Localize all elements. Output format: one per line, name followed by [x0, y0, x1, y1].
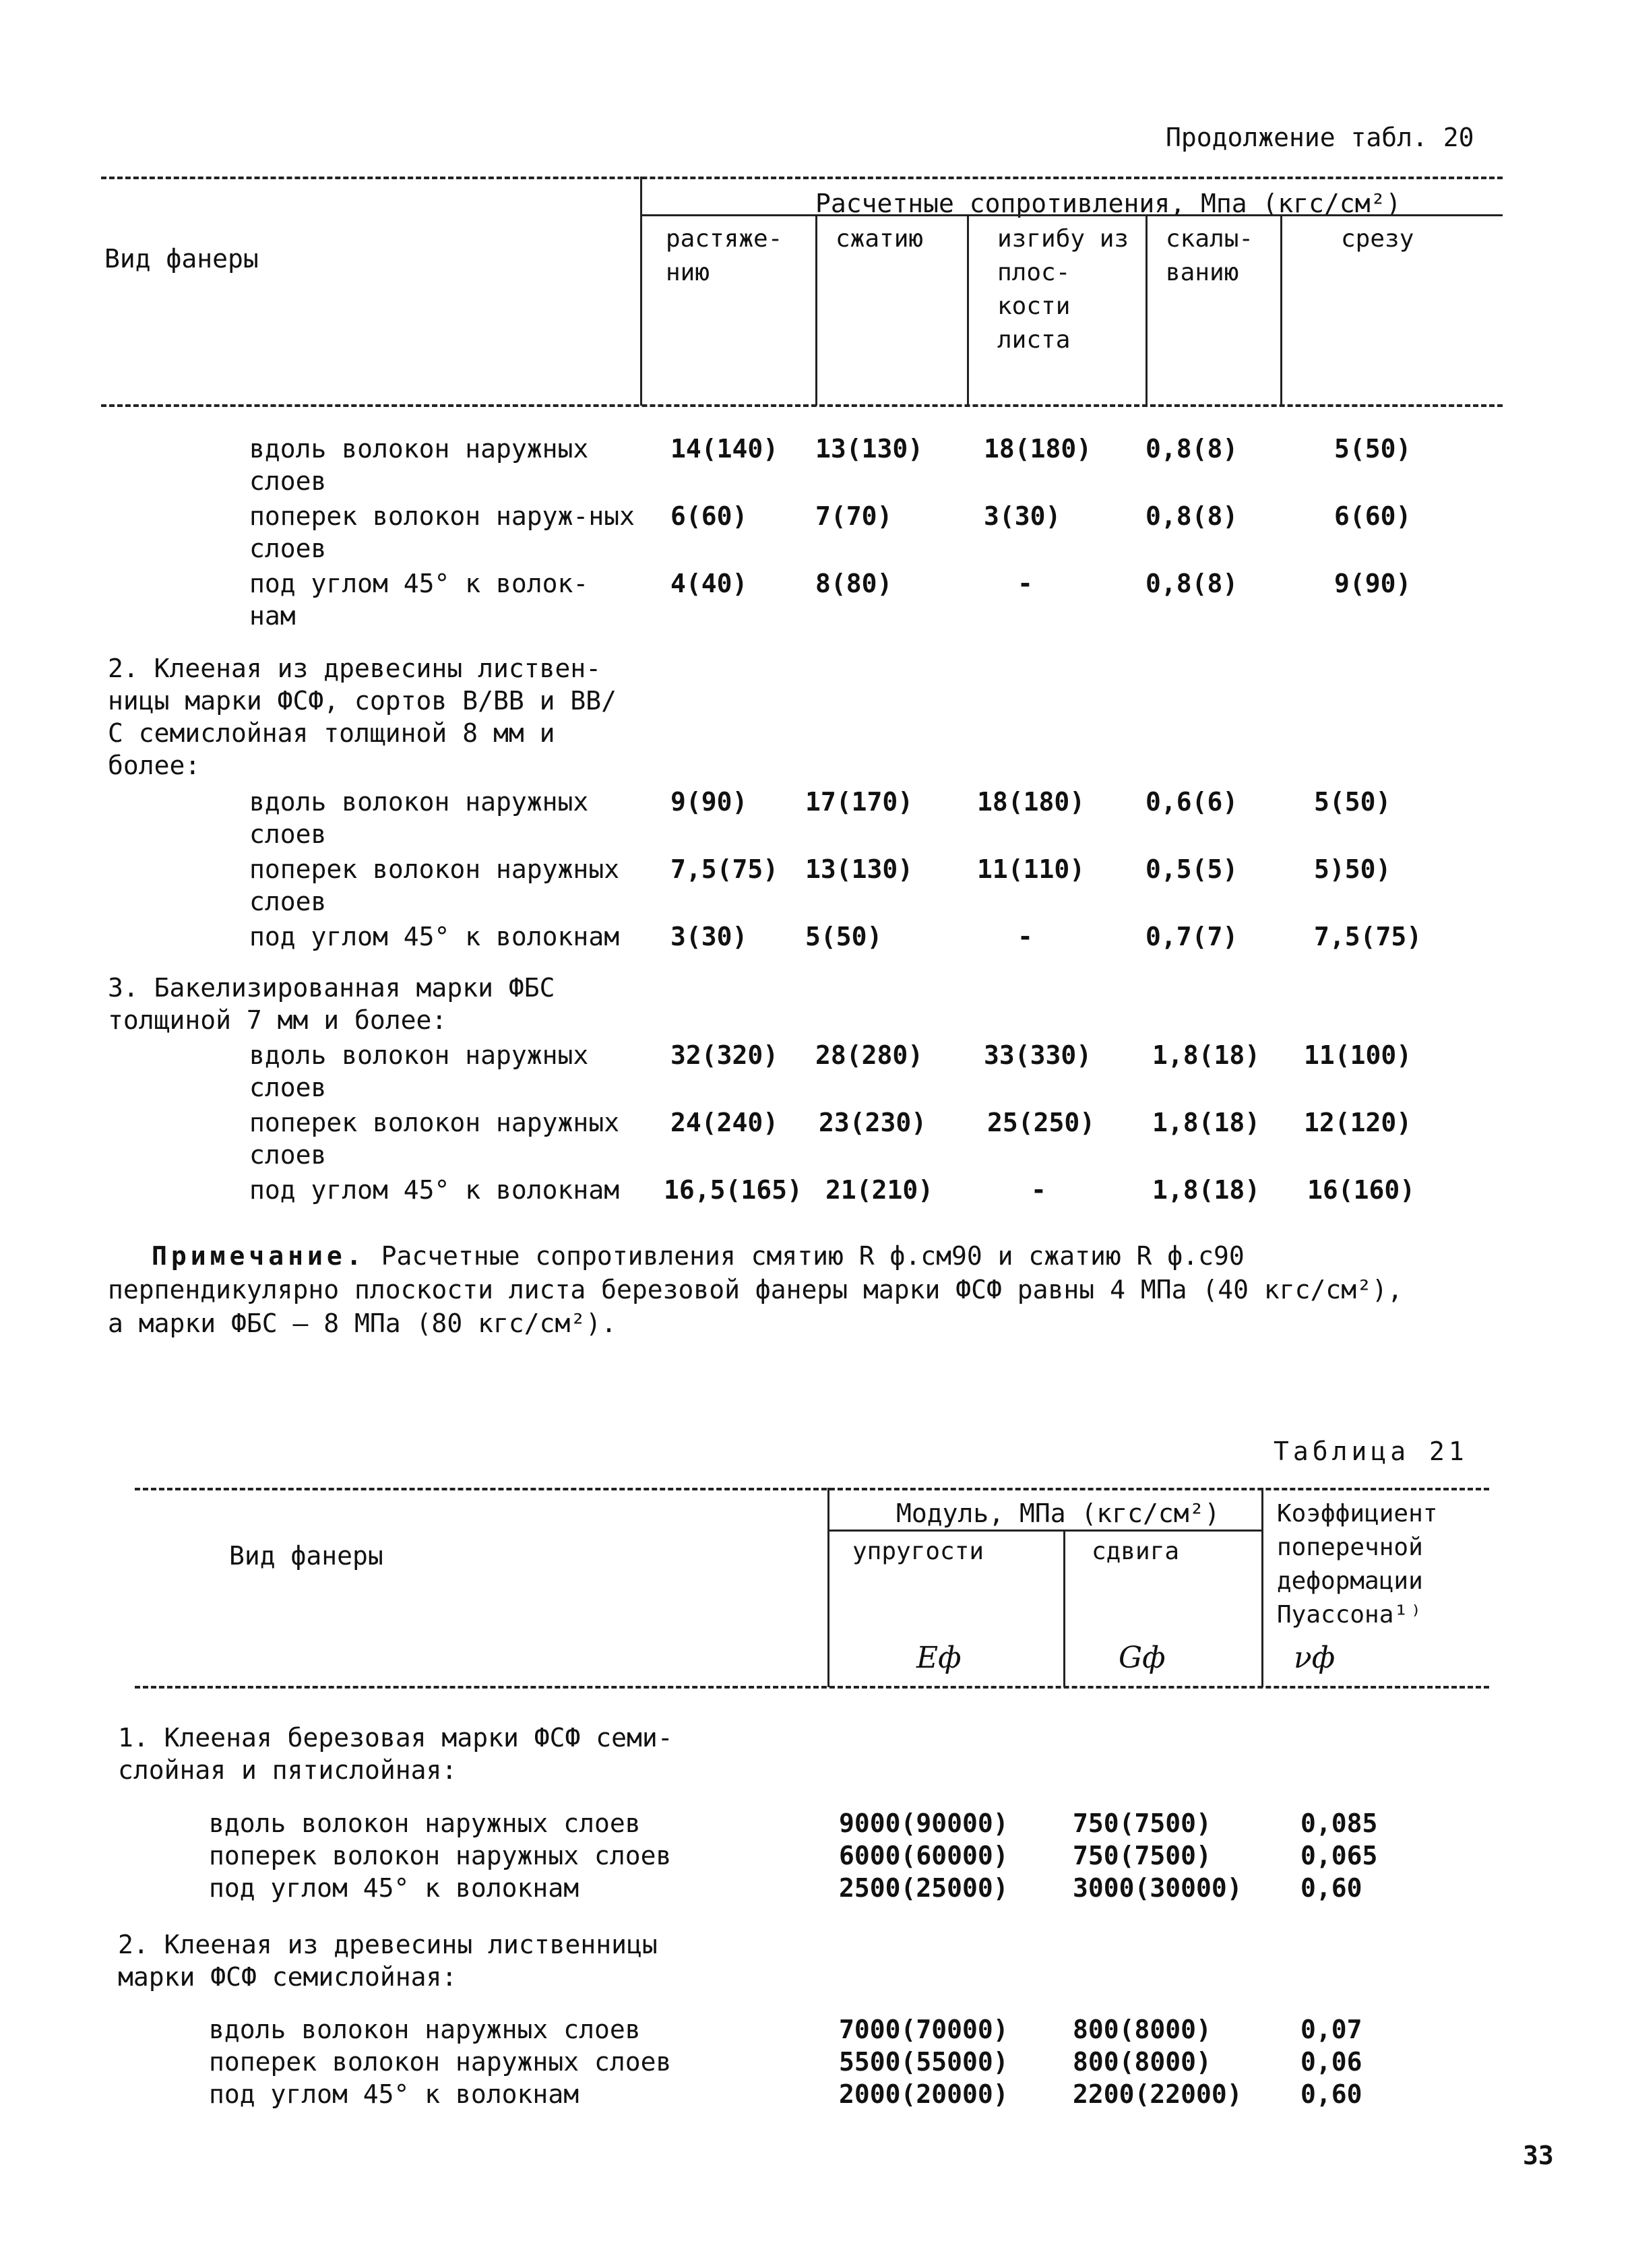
table21-group1-title: 1. Клееная березовая марки ФСФ семи-слойная и пятислойная:	[118, 1723, 673, 1785]
table20-cell: 1,8(18)	[1152, 1108, 1261, 1137]
table20-col-sep-3	[1145, 214, 1148, 406]
table20-cell: 24(240)	[670, 1108, 779, 1137]
table21-group-header: Модуль, МПа (кгс/см²)	[896, 1499, 1220, 1528]
table20-cell: 7,5(75)	[1314, 922, 1422, 951]
table21-group2-title: 2. Клееная из древесины лиственницы марки ФСФ семислойная:	[118, 1930, 658, 1992]
table20-col-sep-1	[815, 214, 817, 406]
table21-cell: 0,60	[1300, 1873, 1362, 1903]
table21-symbol-nu: νф	[1294, 1641, 1336, 1675]
table20-cell: 7(70)	[815, 501, 893, 531]
table20-cell: 3(30)	[984, 501, 1061, 531]
table20-cell: 6(60)	[1334, 501, 1412, 531]
table20-row-label: вдоль волокон наружных слоев	[249, 1040, 589, 1102]
table21-cell: 3000(30000)	[1073, 1873, 1243, 1903]
table20-cell: 5(50)	[805, 922, 883, 951]
table21-cell: 2000(20000)	[839, 2079, 1009, 2109]
table20-group-rule	[640, 214, 1503, 216]
table21-cell: 800(8000)	[1073, 2047, 1212, 2077]
table20-cell: 16,5(165)	[664, 1175, 803, 1205]
table20-cell: -	[1017, 922, 1033, 951]
table21-divider-right	[1261, 1488, 1263, 1687]
table21-cell: 2500(25000)	[839, 1873, 1009, 1903]
table20-note-line3: а марки ФБС – 8 МПа (80 кгс/см²).	[108, 1309, 617, 1338]
table20-col-tension: растяже-нию	[666, 225, 783, 286]
table21-top-rule	[135, 1488, 1489, 1490]
table20-col-kind: Вид фанеры	[104, 244, 259, 274]
table20-cell: 11(100)	[1304, 1040, 1412, 1070]
table20-cell: 13(130)	[805, 854, 914, 884]
table21-divider-left	[827, 1488, 829, 1687]
table20-cell: 33(330)	[984, 1040, 1092, 1070]
table21-cell: 0,60	[1300, 2079, 1362, 2109]
page-number: 33	[1523, 2141, 1554, 2170]
table20-divider	[640, 177, 642, 406]
table20-row-label: вдоль волокон наружных слоев	[249, 434, 589, 496]
table20-cell: 25(250)	[987, 1108, 1096, 1137]
table21-row-label: вдоль волокон наружных слоев	[209, 1808, 641, 1838]
table20-cell: 21(210)	[825, 1175, 934, 1205]
table20-cell: 7,5(75)	[670, 854, 779, 884]
table21-col-sep	[1063, 1530, 1065, 1687]
table21-header-bottom-rule	[135, 1686, 1489, 1689]
table20-top-rule	[101, 177, 1503, 179]
table20-cell: 18(180)	[984, 434, 1092, 464]
table21-row-label: поперек волокон наружных слоев	[209, 1841, 672, 1870]
table20-cell: 9(90)	[1334, 569, 1412, 598]
table21-symbol-e: Eф	[916, 1641, 962, 1675]
table20-cell: 1,8(18)	[1152, 1175, 1261, 1205]
table20-header-bottom-rule	[101, 404, 1503, 407]
table20-cell: 28(280)	[815, 1040, 924, 1070]
table20-cell: 18(180)	[977, 787, 1086, 817]
table20-cell: 3(30)	[670, 922, 748, 951]
table20-note-line2: перпендикулярно плоскости листа березовой фанеры марки ФСФ равны 4 МПа (40 кгс/см²),	[108, 1275, 1403, 1304]
table20-row-label: вдоль волокон наружных слоев	[249, 787, 589, 849]
table20-cell: 16(160)	[1307, 1175, 1416, 1205]
table20-group2-title: 2. Клееная из древесины листвен-ницы марки ФСФ, сортов В/ВВ и ВВ/С семислойная толщиной 8 мм и более:	[108, 654, 617, 780]
table20-col-sep-2	[967, 214, 969, 406]
table20-row-label: поперек волокон наружных слоев	[249, 1108, 620, 1170]
table20-cell: 6(60)	[670, 501, 748, 531]
table20-cell: 0,8(8)	[1145, 569, 1238, 598]
table20-row-label: поперек волокон наружных слоев	[249, 854, 620, 916]
table20-cell: 32(320)	[670, 1040, 779, 1070]
table21-cell: 0,085	[1300, 1808, 1378, 1838]
table21-cell: 0,06	[1300, 2047, 1362, 2077]
table21-group-rule	[827, 1530, 1261, 1532]
table21-cell: 0,065	[1300, 1841, 1378, 1870]
table20-cell: 5(50)	[1334, 434, 1412, 464]
table21-row-label: вдоль волокон наружных слоев	[209, 2015, 641, 2044]
table20-cell: -	[1017, 569, 1033, 598]
table21-cell: 800(8000)	[1073, 2015, 1212, 2044]
table20-group3-title: 3. Бакелизированная марки ФБС толщиной 7 мм и более:	[108, 973, 555, 1035]
table21-title: Таблица 21	[1274, 1437, 1468, 1466]
table20-cell: -	[1031, 1175, 1046, 1205]
table20-cell: 8(80)	[815, 569, 893, 598]
note-text-1: Расчетные сопротивления смятию R ф.см90 и сжатию R ф.с90	[381, 1241, 1245, 1271]
table21-cell: 7000(70000)	[839, 2015, 1009, 2044]
table20-col-shear-split: скалы-ванию	[1166, 225, 1254, 286]
table20-cell: 23(230)	[819, 1108, 927, 1137]
table20-col-shear-cut: срезу	[1341, 225, 1414, 253]
table20-cell: 0,8(8)	[1145, 434, 1238, 464]
table21-row-label: поперек волокон наружных слоев	[209, 2047, 672, 2077]
table20-cell: 11(110)	[977, 854, 1086, 884]
table20-group-header: Расчетные сопротивления, Мпа (кгс/см²)	[815, 189, 1402, 218]
table21-cell: 9000(90000)	[839, 1808, 1009, 1838]
table20-row-label: под углом 45° к волок-нам	[249, 569, 589, 631]
table20-cell: 14(140)	[670, 434, 779, 464]
table20-cell: 13(130)	[815, 434, 924, 464]
table21-row-label: под углом 45° к волокнам	[209, 1873, 579, 1903]
table21-col-poisson: Коэффициент поперечной деформации Пуассона¹⁾	[1277, 1500, 1438, 1629]
table20-col-sep-4	[1280, 214, 1282, 406]
table20-col-bending: изгибу из плос-кости листа	[997, 225, 1129, 354]
table20-cell: 12(120)	[1304, 1108, 1412, 1137]
table21-col-elastic: упругости	[852, 1538, 984, 1565]
table21-symbol-g: Gф	[1119, 1641, 1166, 1675]
table20-cell: 0,6(6)	[1145, 787, 1238, 817]
table20-row-label: под углом 45° к волокнам	[249, 922, 620, 951]
table20-row-label: под углом 45° к волокнам	[249, 1175, 620, 1205]
table20-row-label: поперек волокон наруж-ных слоев	[249, 501, 635, 563]
table21-cell: 6000(60000)	[839, 1841, 1009, 1870]
table20-cell: 5)50)	[1314, 854, 1391, 884]
table21-cell: 750(7500)	[1073, 1841, 1212, 1870]
table20-cell: 17(170)	[805, 787, 914, 817]
table21-col-shear: сдвига	[1092, 1538, 1180, 1565]
table20-cell: 0,5(5)	[1145, 854, 1238, 884]
table20-cell: 5(50)	[1314, 787, 1391, 817]
table20-cell: 1,8(18)	[1152, 1040, 1261, 1070]
table20-cell: 9(90)	[670, 787, 748, 817]
table21-cell: 5500(55000)	[839, 2047, 1009, 2077]
table21-col-kind: Вид фанеры	[229, 1541, 383, 1571]
table20-continuation: Продолжение табл. 20	[1166, 123, 1474, 152]
table20-cell: 0,8(8)	[1145, 501, 1238, 531]
table20-cell: 4(40)	[670, 569, 748, 598]
table21-row-label: под углом 45° к волокнам	[209, 2079, 579, 2109]
table21-cell: 750(7500)	[1073, 1808, 1212, 1838]
table20-note-line1	[152, 1240, 1245, 1272]
table21-cell: 0,07	[1300, 2015, 1362, 2044]
table20-col-compression: сжатию	[836, 225, 924, 253]
note-label: Примечание.	[152, 1241, 366, 1271]
table21-cell: 2200(22000)	[1073, 2079, 1243, 2109]
table20-cell: 0,7(7)	[1145, 922, 1238, 951]
